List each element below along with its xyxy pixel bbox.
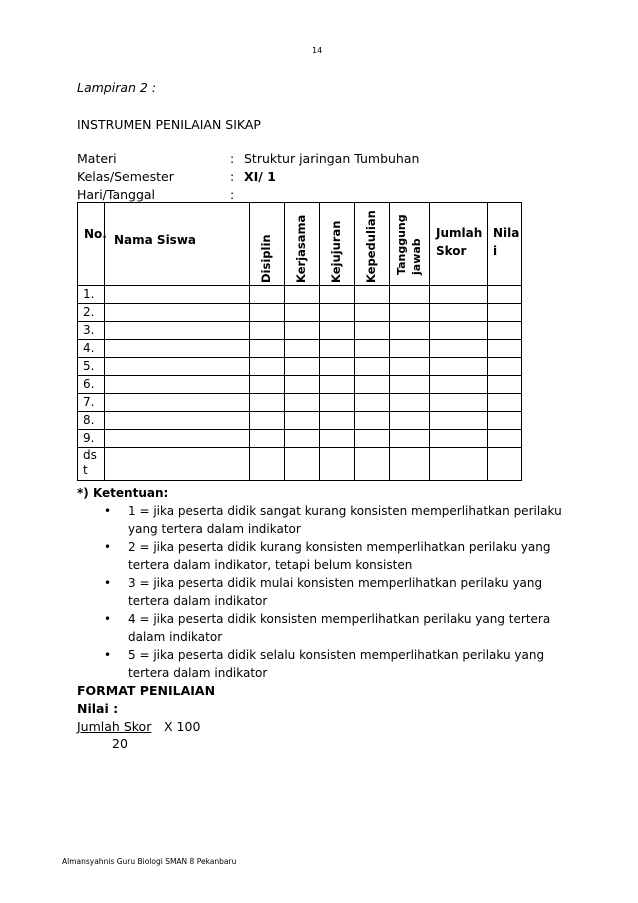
score-cell[interactable] bbox=[355, 430, 390, 448]
score-cell[interactable] bbox=[285, 412, 320, 430]
list-item bbox=[104, 538, 574, 574]
page-number: 14 bbox=[312, 46, 323, 55]
table-row bbox=[78, 304, 522, 322]
info-value-materi: Struktur jaringan Tumbuhan bbox=[244, 151, 420, 166]
nilai-label: Nilai : bbox=[77, 701, 119, 716]
total-cell[interactable] bbox=[430, 412, 488, 430]
table-row bbox=[78, 412, 522, 430]
grade-cell[interactable] bbox=[488, 430, 522, 448]
name-cell[interactable] bbox=[105, 376, 250, 394]
table-row bbox=[78, 286, 522, 304]
row-number: 6. bbox=[78, 376, 105, 394]
rule-line: dalam indikator bbox=[128, 630, 223, 644]
score-cell[interactable] bbox=[320, 304, 355, 322]
bullet-icon: • bbox=[104, 576, 112, 590]
score-cell[interactable] bbox=[320, 358, 355, 376]
score-cell[interactable] bbox=[390, 430, 430, 448]
row-number: 9. bbox=[78, 430, 105, 448]
row-number-dst-line2: t bbox=[83, 463, 88, 477]
score-cell[interactable] bbox=[250, 304, 285, 322]
total-cell[interactable] bbox=[430, 376, 488, 394]
ketentuan-title: *) Ketentuan: bbox=[77, 486, 169, 500]
score-cell[interactable] bbox=[285, 304, 320, 322]
row-number-dst-line1: ds bbox=[83, 448, 97, 462]
rule-line: tertera dalam indikator, tetapi belum konsisten bbox=[128, 558, 413, 572]
grade-cell[interactable] bbox=[488, 448, 522, 481]
score-cell[interactable] bbox=[355, 304, 390, 322]
header-nila-label: Nila bbox=[493, 226, 520, 240]
score-cell[interactable] bbox=[390, 286, 430, 304]
name-cell[interactable] bbox=[105, 448, 250, 481]
score-cell[interactable] bbox=[390, 448, 430, 481]
row-number-dst bbox=[78, 448, 105, 481]
score-cell[interactable] bbox=[390, 412, 430, 430]
total-cell[interactable] bbox=[430, 394, 488, 412]
score-cell[interactable] bbox=[285, 430, 320, 448]
score-cell[interactable] bbox=[355, 394, 390, 412]
header-jumlah-skor bbox=[430, 203, 488, 286]
row-number: 7. bbox=[78, 394, 105, 412]
header-tanggung-label: Tanggung bbox=[395, 214, 408, 275]
total-cell[interactable] bbox=[430, 322, 488, 340]
score-cell[interactable] bbox=[250, 412, 285, 430]
info-value-kelas: XI/ 1 bbox=[244, 169, 276, 184]
score-cell[interactable] bbox=[355, 448, 390, 481]
footer-credit: Almansyahnis Guru Biologi SMAN 8 Pekanbaru bbox=[62, 857, 237, 866]
row-number: 8. bbox=[78, 412, 105, 430]
score-cell[interactable] bbox=[390, 376, 430, 394]
score-cell[interactable] bbox=[285, 358, 320, 376]
score-cell[interactable] bbox=[390, 322, 430, 340]
document-title: INSTRUMEN PENILAIAN SIKAP bbox=[77, 117, 261, 132]
score-cell[interactable] bbox=[320, 412, 355, 430]
info-label-kelas: Kelas/Semester bbox=[77, 169, 174, 184]
score-cell[interactable] bbox=[285, 286, 320, 304]
table-row bbox=[78, 358, 522, 376]
score-cell[interactable] bbox=[355, 340, 390, 358]
row-number: 2. bbox=[78, 304, 105, 322]
header-kepedulian-label: Kepedulian bbox=[364, 210, 378, 283]
name-cell[interactable] bbox=[105, 286, 250, 304]
score-cell[interactable] bbox=[320, 286, 355, 304]
score-cell[interactable] bbox=[390, 394, 430, 412]
score-cell[interactable] bbox=[390, 304, 430, 322]
score-cell[interactable] bbox=[250, 376, 285, 394]
lampiran-label: Lampiran 2 : bbox=[77, 80, 157, 95]
info-sep-kelas: : bbox=[230, 169, 235, 184]
table-row bbox=[78, 340, 522, 358]
name-cell[interactable] bbox=[105, 304, 250, 322]
name-cell[interactable] bbox=[105, 412, 250, 430]
rule-line: 4 = jika peserta didik konsisten memperlihatkan perilaku yang tertera bbox=[128, 612, 551, 626]
grade-cell[interactable] bbox=[488, 322, 522, 340]
formula-denominator: 20 bbox=[112, 736, 128, 751]
list-item bbox=[104, 646, 574, 682]
score-cell[interactable] bbox=[250, 358, 285, 376]
header-nilai bbox=[488, 203, 522, 286]
score-cell[interactable] bbox=[285, 376, 320, 394]
rule-line: 3 = jika peserta didik mulai konsisten memperlihatkan perilaku yang bbox=[128, 576, 543, 590]
header-nama-label: Nama Siswa bbox=[114, 233, 197, 247]
score-cell[interactable] bbox=[355, 358, 390, 376]
info-sep-materi: : bbox=[230, 151, 235, 166]
score-cell[interactable] bbox=[320, 430, 355, 448]
header-kerjasama-label: Kerjasama bbox=[294, 214, 308, 283]
table-row bbox=[78, 448, 522, 481]
grade-cell[interactable] bbox=[488, 340, 522, 358]
bullet-icon: • bbox=[104, 504, 112, 518]
list-item bbox=[104, 610, 574, 646]
name-cell[interactable] bbox=[105, 340, 250, 358]
assessment-table bbox=[77, 202, 522, 481]
header-tanggung-jawab bbox=[390, 203, 430, 286]
bullet-icon: • bbox=[104, 540, 112, 554]
score-cell[interactable] bbox=[250, 286, 285, 304]
score-cell[interactable] bbox=[285, 340, 320, 358]
name-cell[interactable] bbox=[105, 394, 250, 412]
total-cell[interactable] bbox=[430, 340, 488, 358]
header-jawab-label: jawab bbox=[410, 238, 423, 275]
row-number: 1. bbox=[78, 286, 105, 304]
info-label-hari: Hari/Tanggal bbox=[77, 187, 156, 202]
score-cell[interactable] bbox=[320, 322, 355, 340]
score-cell[interactable] bbox=[250, 394, 285, 412]
table-row bbox=[78, 322, 522, 340]
format-title: FORMAT PENILAIAN bbox=[77, 683, 216, 698]
grade-cell[interactable] bbox=[488, 394, 522, 412]
header-no bbox=[78, 203, 105, 286]
header-kerjasama bbox=[285, 203, 320, 286]
name-cell[interactable] bbox=[105, 430, 250, 448]
row-number: 5. bbox=[78, 358, 105, 376]
name-cell[interactable] bbox=[105, 322, 250, 340]
table-row bbox=[78, 376, 522, 394]
total-cell[interactable] bbox=[430, 358, 488, 376]
ketentuan-list bbox=[104, 502, 574, 682]
score-cell[interactable] bbox=[390, 358, 430, 376]
rule-line: 1 = jika peserta didik sangat kurang konsisten memperlihatkan perilaku bbox=[128, 504, 562, 518]
name-cell[interactable] bbox=[105, 358, 250, 376]
grade-cell[interactable] bbox=[488, 358, 522, 376]
score-cell[interactable] bbox=[355, 412, 390, 430]
header-disiplin-label: Disiplin bbox=[259, 234, 273, 283]
score-cell[interactable] bbox=[250, 322, 285, 340]
score-cell[interactable] bbox=[355, 322, 390, 340]
list-item bbox=[104, 502, 574, 538]
total-cell[interactable] bbox=[430, 430, 488, 448]
header-i-label: i bbox=[493, 244, 498, 258]
rule-line: tertera dalam indikator bbox=[128, 666, 268, 680]
bullet-icon: • bbox=[104, 612, 112, 626]
total-cell[interactable] bbox=[430, 286, 488, 304]
table-row bbox=[78, 430, 522, 448]
rule-line: 5 = jika peserta didik selalu konsisten memperlihatkan perilaku yang bbox=[128, 648, 545, 662]
list-item bbox=[104, 574, 574, 610]
row-number: 4. bbox=[78, 340, 105, 358]
header-kejujuran-label: Kejujuran bbox=[329, 220, 343, 283]
header-kepedulian bbox=[355, 203, 390, 286]
score-cell[interactable] bbox=[320, 394, 355, 412]
header-disiplin bbox=[250, 203, 285, 286]
info-sep-hari: : bbox=[230, 187, 235, 202]
grade-cell[interactable] bbox=[488, 304, 522, 322]
grade-cell[interactable] bbox=[488, 376, 522, 394]
formula-numerator: Jumlah Skor bbox=[77, 719, 152, 734]
score-cell[interactable] bbox=[320, 448, 355, 481]
score-cell[interactable] bbox=[355, 286, 390, 304]
score-cell[interactable] bbox=[285, 394, 320, 412]
score-cell[interactable] bbox=[320, 376, 355, 394]
info-label-materi: Materi bbox=[77, 151, 117, 166]
grade-cell[interactable] bbox=[488, 412, 522, 430]
grade-cell[interactable] bbox=[488, 286, 522, 304]
rule-line: yang tertera dalam indikator bbox=[128, 522, 301, 536]
score-cell[interactable] bbox=[250, 340, 285, 358]
score-cell[interactable] bbox=[250, 448, 285, 481]
score-cell[interactable] bbox=[250, 430, 285, 448]
formula-times: X 100 bbox=[164, 719, 201, 734]
score-cell[interactable] bbox=[320, 340, 355, 358]
bullet-icon: • bbox=[104, 648, 112, 662]
rule-line: 2 = jika peserta didik kurang konsisten memperlihatkan perilaku yang bbox=[128, 540, 551, 554]
rule-line: tertera dalam indikator bbox=[128, 594, 268, 608]
score-cell[interactable] bbox=[285, 322, 320, 340]
score-cell[interactable] bbox=[355, 376, 390, 394]
score-cell[interactable] bbox=[390, 340, 430, 358]
header-nama bbox=[105, 203, 250, 286]
row-number: 3. bbox=[78, 322, 105, 340]
score-cell[interactable] bbox=[285, 448, 320, 481]
header-kejujuran bbox=[320, 203, 355, 286]
table-row bbox=[78, 394, 522, 412]
total-cell[interactable] bbox=[430, 304, 488, 322]
header-skor-label: Skor bbox=[436, 244, 467, 258]
total-cell[interactable] bbox=[430, 448, 488, 481]
header-no-label: No. bbox=[84, 227, 107, 241]
table-header-row bbox=[78, 203, 522, 286]
header-jumlah-label: Jumlah bbox=[436, 226, 483, 240]
